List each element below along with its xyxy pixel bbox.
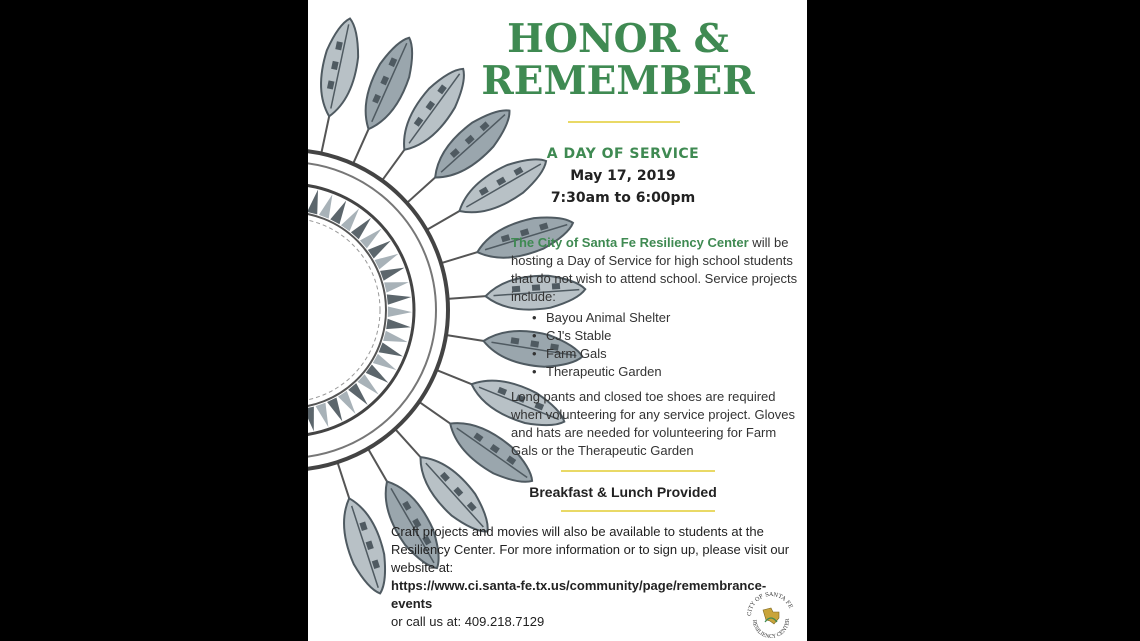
intro-rest: will be hosting a Day of Service for high school students that do not wish to attend school. Service projects include: bbox=[511, 235, 798, 304]
website-link[interactable]: https://www.ci.santa-fe.tx.us/community/page/remembrance-events bbox=[391, 578, 767, 611]
craft-text: Craft projects and movies will also be available to students at the Resiliency Center. For more information or to sign up, please visit our website at: bbox=[391, 524, 790, 575]
ray-icon bbox=[308, 190, 318, 215]
ray-icon bbox=[380, 268, 404, 281]
ray-icon bbox=[351, 218, 371, 239]
ray-icon bbox=[368, 241, 391, 259]
ray-icon bbox=[348, 383, 368, 405]
ray-icon bbox=[373, 354, 397, 370]
ray-icon bbox=[379, 343, 403, 357]
subtitle: A DAY OF SERVICE bbox=[546, 146, 700, 162]
title-line-2: REMEMBER bbox=[481, 58, 755, 104]
ray-icon bbox=[388, 307, 412, 317]
ray-icon bbox=[330, 201, 346, 225]
ray-icon bbox=[386, 319, 411, 329]
city-seal-icon bbox=[745, 590, 797, 638]
title-line-1: HONOR & bbox=[507, 16, 729, 62]
ray-icon bbox=[357, 374, 378, 394]
ray-icon bbox=[387, 294, 412, 304]
requirements-text: Long pants and closed toe shoes are required when volunteering for any service project. Gloves and hats are needed for volunteering for Farm Gals or the Therapeutic Garden bbox=[511, 389, 795, 458]
list-item: • CJ's Stable bbox=[530, 327, 790, 345]
organization-name: The City of Santa Fe Resiliency Center bbox=[511, 235, 749, 250]
ray-icon bbox=[316, 403, 329, 428]
ray-icon bbox=[338, 391, 356, 414]
ray-icon bbox=[319, 194, 333, 218]
event-time: 7:30am to 6:00pm bbox=[550, 190, 696, 206]
list-item: • Farm Gals bbox=[530, 345, 790, 363]
call-text: or call us at: 409.218.7129 bbox=[391, 614, 545, 629]
divider bbox=[561, 470, 715, 472]
event-date: May 17, 2019 bbox=[570, 168, 676, 184]
divider bbox=[568, 121, 680, 123]
meals-heading: Breakfast & Lunch Provided bbox=[529, 484, 717, 500]
ray-icon bbox=[308, 407, 314, 432]
ray-icon bbox=[383, 331, 408, 342]
flyer bbox=[308, 0, 807, 641]
intro-text bbox=[511, 234, 799, 306]
ray-icon bbox=[384, 282, 409, 293]
list-item: • Bayou Animal Shelter bbox=[530, 309, 790, 327]
ray-icon bbox=[366, 364, 389, 382]
ray-icon bbox=[327, 397, 342, 421]
project-list bbox=[530, 309, 790, 381]
feather-icon bbox=[308, 15, 366, 157]
craft-text-block bbox=[391, 523, 801, 631]
ray-icon bbox=[375, 254, 399, 270]
svg-text:RESILIENCY CENTER: RESILIENCY CENTER bbox=[750, 618, 792, 638]
svg-text:CITY OF SANTA FE: CITY OF SANTA FE bbox=[746, 591, 794, 617]
ray-icon bbox=[360, 229, 382, 249]
ray-icon bbox=[341, 208, 359, 231]
list-item: • Therapeutic Garden bbox=[530, 363, 790, 381]
divider bbox=[561, 510, 715, 512]
